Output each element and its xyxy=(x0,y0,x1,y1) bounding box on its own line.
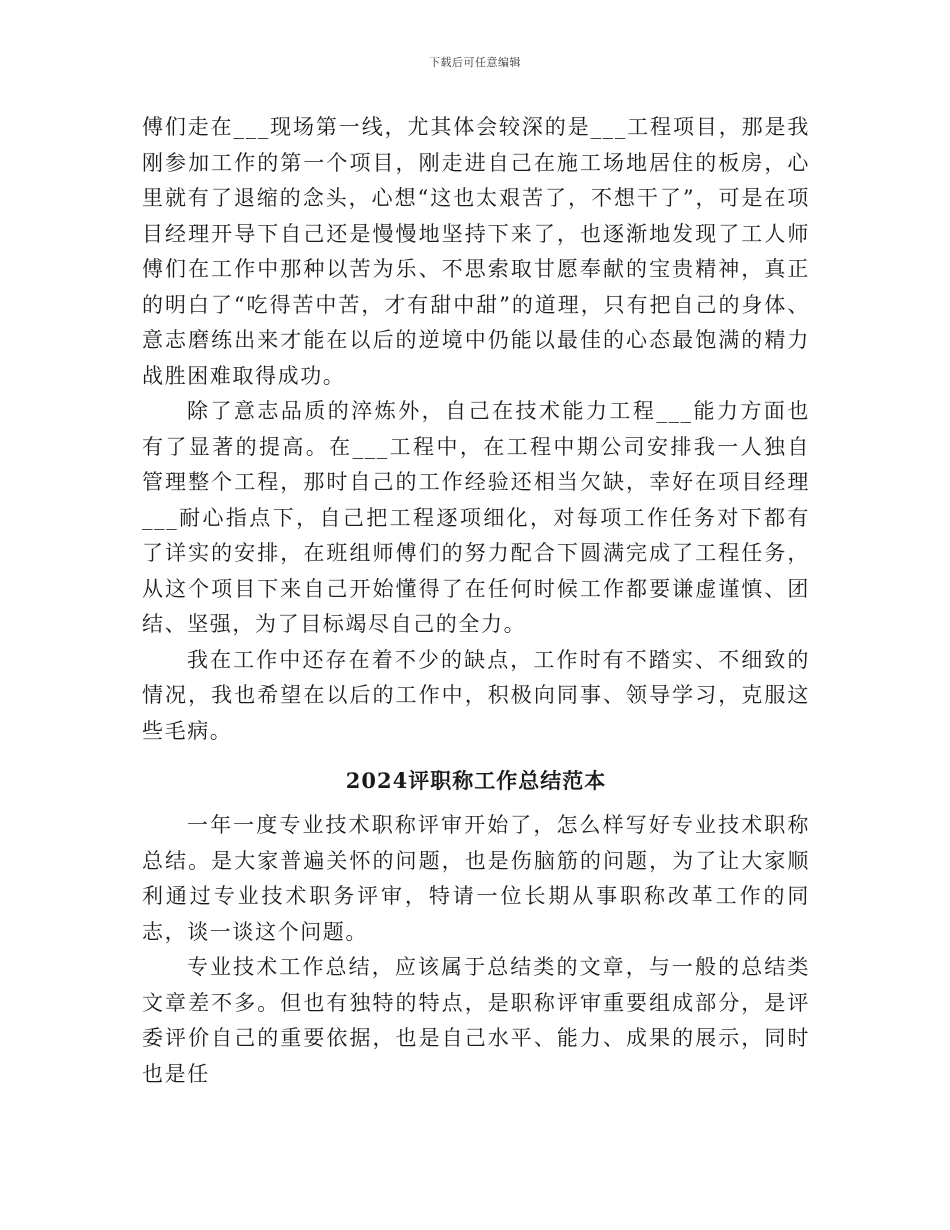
paragraph-1: 傅们走在___现场第一线，尤其体会较深的是___工程项目，那是我刚参加工作的第一个项目，刚走进自己在施工场地居住的板房，心里就有了退缩的念头，心想“这也太艰苦了，不想干了”，可是在项目经理开导下自己还是慢慢地坚持下来了，也逐渐地发现了工人师傅们在工作中那种以苦为乐、不思索取甘愿奉献的宝贵精神，真正的明白了“吃得苦中苦，才有甜中甜”的道理，只有把自己的身体、意志磨练出来才能在以后的逆境中仍能以最佳的心态最饱满的精力战胜困难取得成功。 xyxy=(142,115,810,388)
paragraph-5: 专业技术工作总结，应该属于总结类的文章，与一般的总结类文章差不多。但也有独特的特点，是职称评审重要组成部分，是评委评价自己的重要依据，也是自己水平、能力、成果的展示，同时也是任 xyxy=(142,955,810,1086)
page-header: 下载后可任意编辑 xyxy=(429,56,521,69)
document-body xyxy=(142,110,810,1092)
section-title: 2024评职称工作总结范本 xyxy=(345,768,607,793)
paragraph-2: 除了意志品质的淬炼外，自己在技术能力工程___能力方面也有了显著的提高。在___工程中，在工程中期公司安排我一人独自管理整个工程，那时自己的工作经验还相当欠缺，幸好在项目经理___耐心指点下，自己把工程逐项细化，对每项工作任务对下都有了详实的安排，在班组师傅们的努力配合下圆满完成了工程任务，从这个项目下来自己开始懂得了在任何时候工作都要谦虚谨慎、团结、坚强，为了目标竭尽自己的全力。 xyxy=(142,399,810,636)
paragraph-3: 我在工作中还存在着不少的缺点，工作时有不踏实、不细致的情况，我也希望在以后的工作中，积极向同事、领导学习，克服这些毛病。 xyxy=(142,647,810,743)
paragraph-4: 一年一度专业技术职称评审开始了，怎么样写好专业技术职称总结。是大家普遍关怀的问题，也是伤脑筋的问题，为了让大家顺利通过专业技术职务评审，特请一位长期从事职称改革工作的同志，谈一谈这个问题。 xyxy=(142,813,810,944)
